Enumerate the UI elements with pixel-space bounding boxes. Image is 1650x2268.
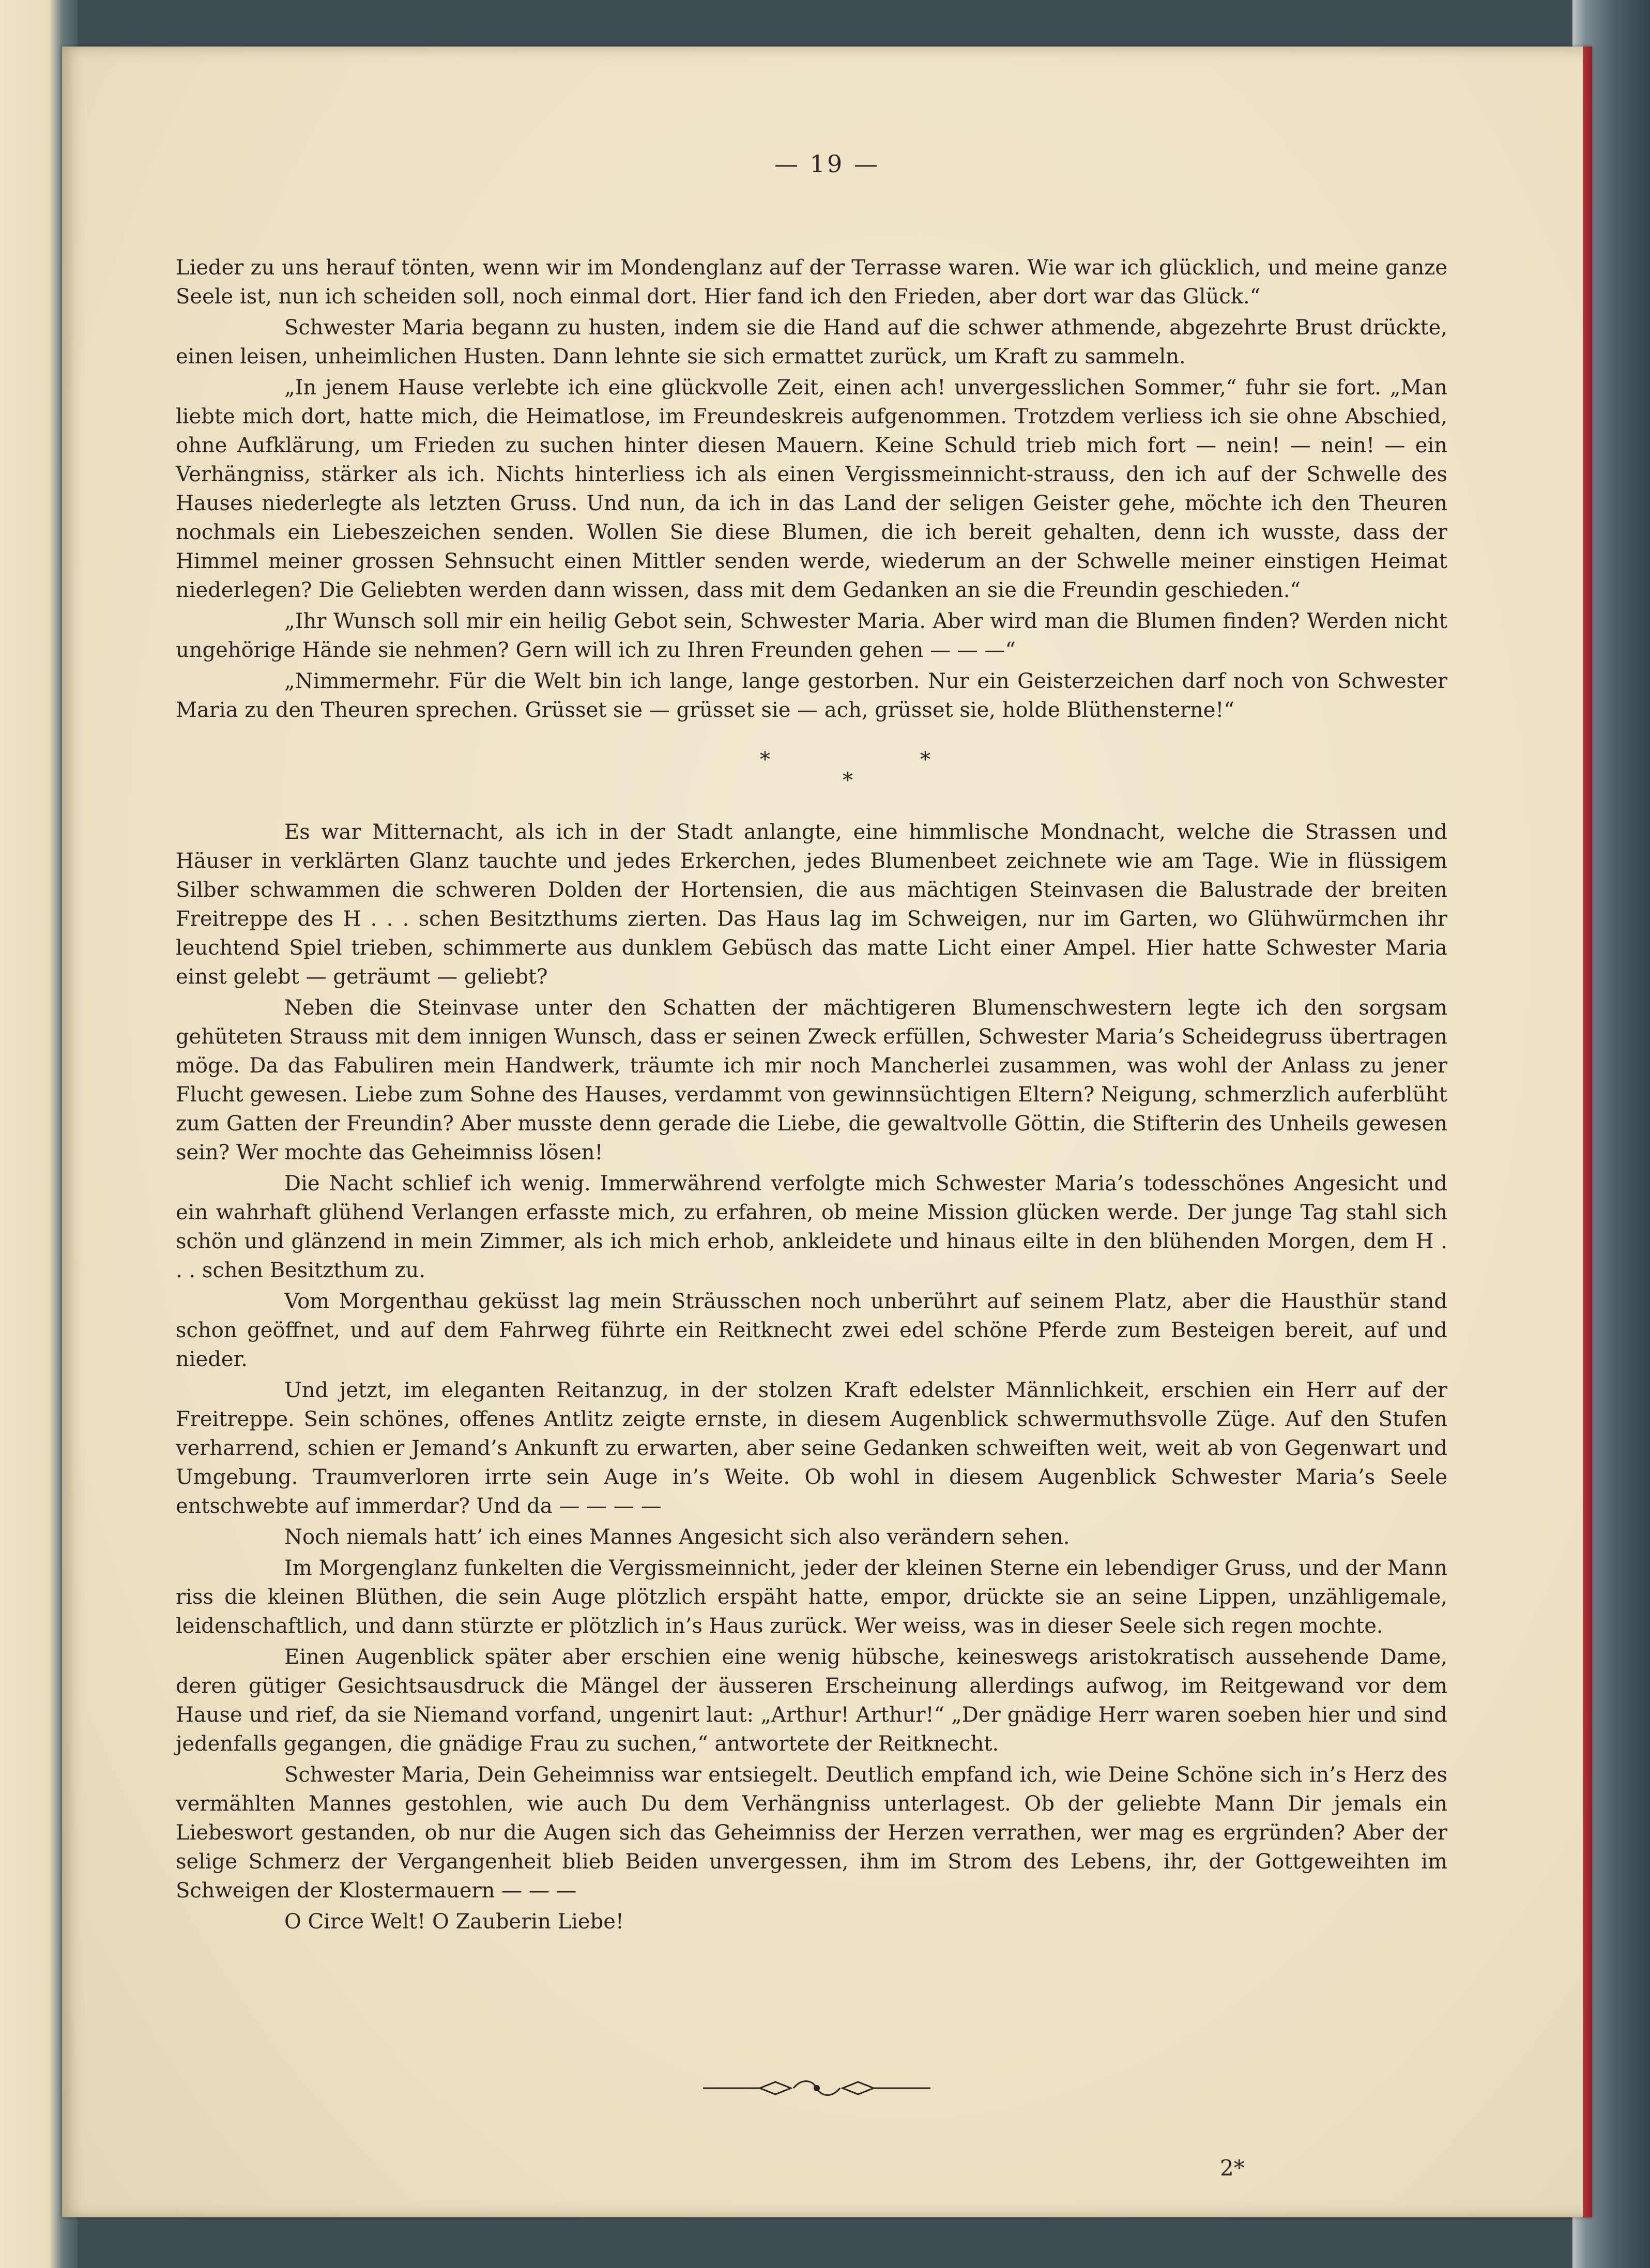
paragraph: Schwester Maria begann zu husten, indem sie die Hand auf die schwer athmende, abgezehrte Brust drückte, einen leisen, unheimlichen Husten. Dann lehnte sie sich ermattet zurück, um Kraft zu sammeln. [176, 316, 1447, 369]
paragraph: Neben die Steinvase unter den Schatten der mächtigeren Blumenschwestern legte ich den sorgsam gehüteten Strauss mit dem innigen Wunsch, dass er seinen Zweck erfüllen, Schwester Maria’s Scheidegruss übertragen möge. Da das Fabuliren mein Handwerk, träumte ich mir noch Mancherlei zusammen, was wohl der Anlass zu jener Flucht gewesen. Liebe zum Sohne des Hauses, verdammt von gewinnsüchtigen Eltern? Neigung, schmerzlich auferblüht zum Gatten der Freundin? Aber musste denn gerade die Liebe, die gewaltvolle Göttin, die Stifterin des Unheils gewesen sein? Wer mochte das Geheimniss lösen! [176, 996, 1447, 1164]
paragraph: Es war Mitternacht, als ich in der Stadt anlangte, eine himmlische Mondnacht, welche die Strassen und Häuser in verklärten Glanz tauchte und jedes Erkerchen, jedes Blumenbeet zeichnete wie am Tage. Wie in flüssigem Silber schwammen die schweren Dolden der Hortensien, die aus mächtigen Steinvasen die Balustrade der breiten Freitreppe des H . . . schen Besitzthums zierten. Das Haus lag im Schweigen, nur im Garten, wo Glühwürmchen ihr leuchtend Spiel trieben, schimmerte aus dunklem Gebüsch das matte Licht einer Ampel. Hier hatte Schwester Maria einst gelebt — geträumt — geliebt? [176, 820, 1447, 989]
paragraph: „In jenem Hause verlebte ich eine glückvolle Zeit, einen ach! unvergesslichen Sommer,“ fuhr sie fort. „Man liebte mich dort, hatte mich, die Heimatlose, im Freundeskreis aufgenommen. Trotzdem verliess ich sie ohne Abschied, ohne Aufklärung, um Frieden zu suchen hinter diesen Mauern. Keine Schuld trieb mich fort — nein! — nein! — ein Verhängniss, stärker als ich. Nichts hinterliess ich als einen Vergissmeinnicht-strauss, den ich auf der Schwelle des Hauses niederlegte als letzten Gruss. Und nun, da ich in das Land der seligen Geister gehe, möchte ich den Theuren nochmals ein Liebeszeichen senden. Wollen Sie diese Blumen, die ich bereit gehalten, denn ich wusste, dass der Himmel meiner grossen Sehnsucht einen Mittler senden werde, wiederum an der Schwelle meiner einstigen Heimat niederlegen? Die Geliebten werden dann wissen, dass mit dem Gedanken an sie die Freundin geschieden.“ [176, 376, 1447, 602]
book-page [62, 47, 1592, 2217]
paragraph: „Nimmermehr. Für die Welt bin ich lange, lange gestorben. Nur ein Geisterzeichen darf noch von Schwester Maria zu den Theuren sprechen. Grüsset sie — grüsset sie — ach, grüsset sie, holde Blüthensterne!“ [176, 669, 1447, 722]
asterisk: * [760, 748, 884, 772]
asterisk: * [920, 748, 1044, 772]
page-number: — 19 — [774, 150, 880, 178]
paragraph: Lieder zu uns herauf tönten, wenn wir im Mondenglanz auf der Terrasse waren. Wie war ich glücklich, und meine ganze Seele ist, nun ich scheiden soll, noch einmal dort. Hier fand ich den Frieden, aber dort war das Glück.“ [176, 256, 1447, 309]
ornament-divider-icon [698, 2073, 936, 2104]
paragraph: Einen Augenblick später aber erschien eine wenig hübsche, keineswegs aristokratisch aussehende Dame, deren gütiger Gesichtsausdruck die Mängel der äusseren Erscheinung allerdings aufwog, im Reitgewand vor dem Hause und rief, da sie Niemand vorfand, ungenirt laut: „Arthur! Arthur!“ „Der gnädige Herr waren soeben hier und sind jedenfalls gegangen, die gnädige Frau zu suchen,“ antwortete der Reitknecht. [176, 1645, 1447, 1756]
asterisk: * [843, 769, 967, 792]
body-text [176, 253, 1447, 1938]
paragraph: Im Morgenglanz funkelten die Vergissmeinnicht, jeder der kleinen Sterne ein lebendiger Gruss, und der Mann riss die kleinen Blüthen, die sein Auge plötzlich erspäht hatte, empor, drückte sie an seine Lippen, unzähligemale, leidenschaftlich, und dann stürzte er plötzlich in’s Haus zurück. Wer weiss, was in dieser Seele sich regen mochte. [176, 1556, 1447, 1638]
paragraph: Die Nacht schlief ich wenig. Immerwährend verfolgte mich Schwester Maria’s todesschönes Angesicht und ein wahrhaft glühend Verlangen erfasste mich, zu erfahren, ob meine Mission glücken werde. Der junge Tag stahl sich schön und glänzend in mein Zimmer, als ich mich erhob, ankleidete und hinaus eilte in den blühenden Morgen, dem H . . . schen Besitzthum zu. [176, 1172, 1447, 1282]
paragraph: Schwester Maria, Dein Geheimniss war entsiegelt. Deutlich empfand ich, wie Deine Schöne sich in’s Herz des vermählten Mannes gestohlen, wie auch Du dem Verhängniss unterlagest. Ob der geliebte Mann Dir jemals ein Liebeswort gestanden, ob nur die Augen sich das Geheimniss der Herzen verrathen, wer mag es ergründen? Aber der selige Schmerz der Vergangenheit blieb Beiden unvergessen, ihm im Strom des Lebens, ihr, der Gottgeweihten im Schweigen der Klostermauern — — — [176, 1763, 1447, 1903]
paragraph: Vom Morgenthau geküsst lag mein Sträusschen noch unberührt auf seinem Platz, aber die Hausthür stand schon geöffnet, und auf dem Fahrweg führte ein Reitknecht zwei edel schöne Pferde zum Besteigen bereit, auf und nieder. [176, 1290, 1447, 1371]
signature-mark: 2* [1220, 2155, 1245, 2181]
page-red-edge [1583, 47, 1592, 2217]
paragraph: Noch niemals hatt’ ich eines Mannes Angesicht sich also verändern sehen. [284, 1525, 1070, 1549]
paragraph: Und jetzt, im eleganten Reitanzug, in der stolzen Kraft edelster Männlichkeit, erschien ein Herr auf der Freitreppe. Sein schönes, offenes Antlitz zeigte ernste, in diesem Augenblick schwermuthsvolle Züge. Auf den Stufen verharrend, schien er Jemand’s Ankunft zu erwarten, aber seine Gedanken schweiften weit, weit ab von Gegenwart und Umgebung. Traumverloren irrte sein Auge in’s Weite. Ob wohl in diesem Augenblick Schwester Maria’s Seele entschwebte auf immerdar? Und da — — — — [176, 1378, 1447, 1518]
section-separator [176, 745, 1447, 792]
paragraph: „Ihr Wunsch soll mir ein heilig Gebot sein, Schwester Maria. Aber wird man die Blumen finden? Werden nicht ungehörige Hände sie nehmen? Gern will ich zu Ihren Freunden gehen — — —“ [176, 609, 1447, 662]
paragraph: O Circe Welt! O Zauberin Liebe! [284, 1910, 624, 1934]
